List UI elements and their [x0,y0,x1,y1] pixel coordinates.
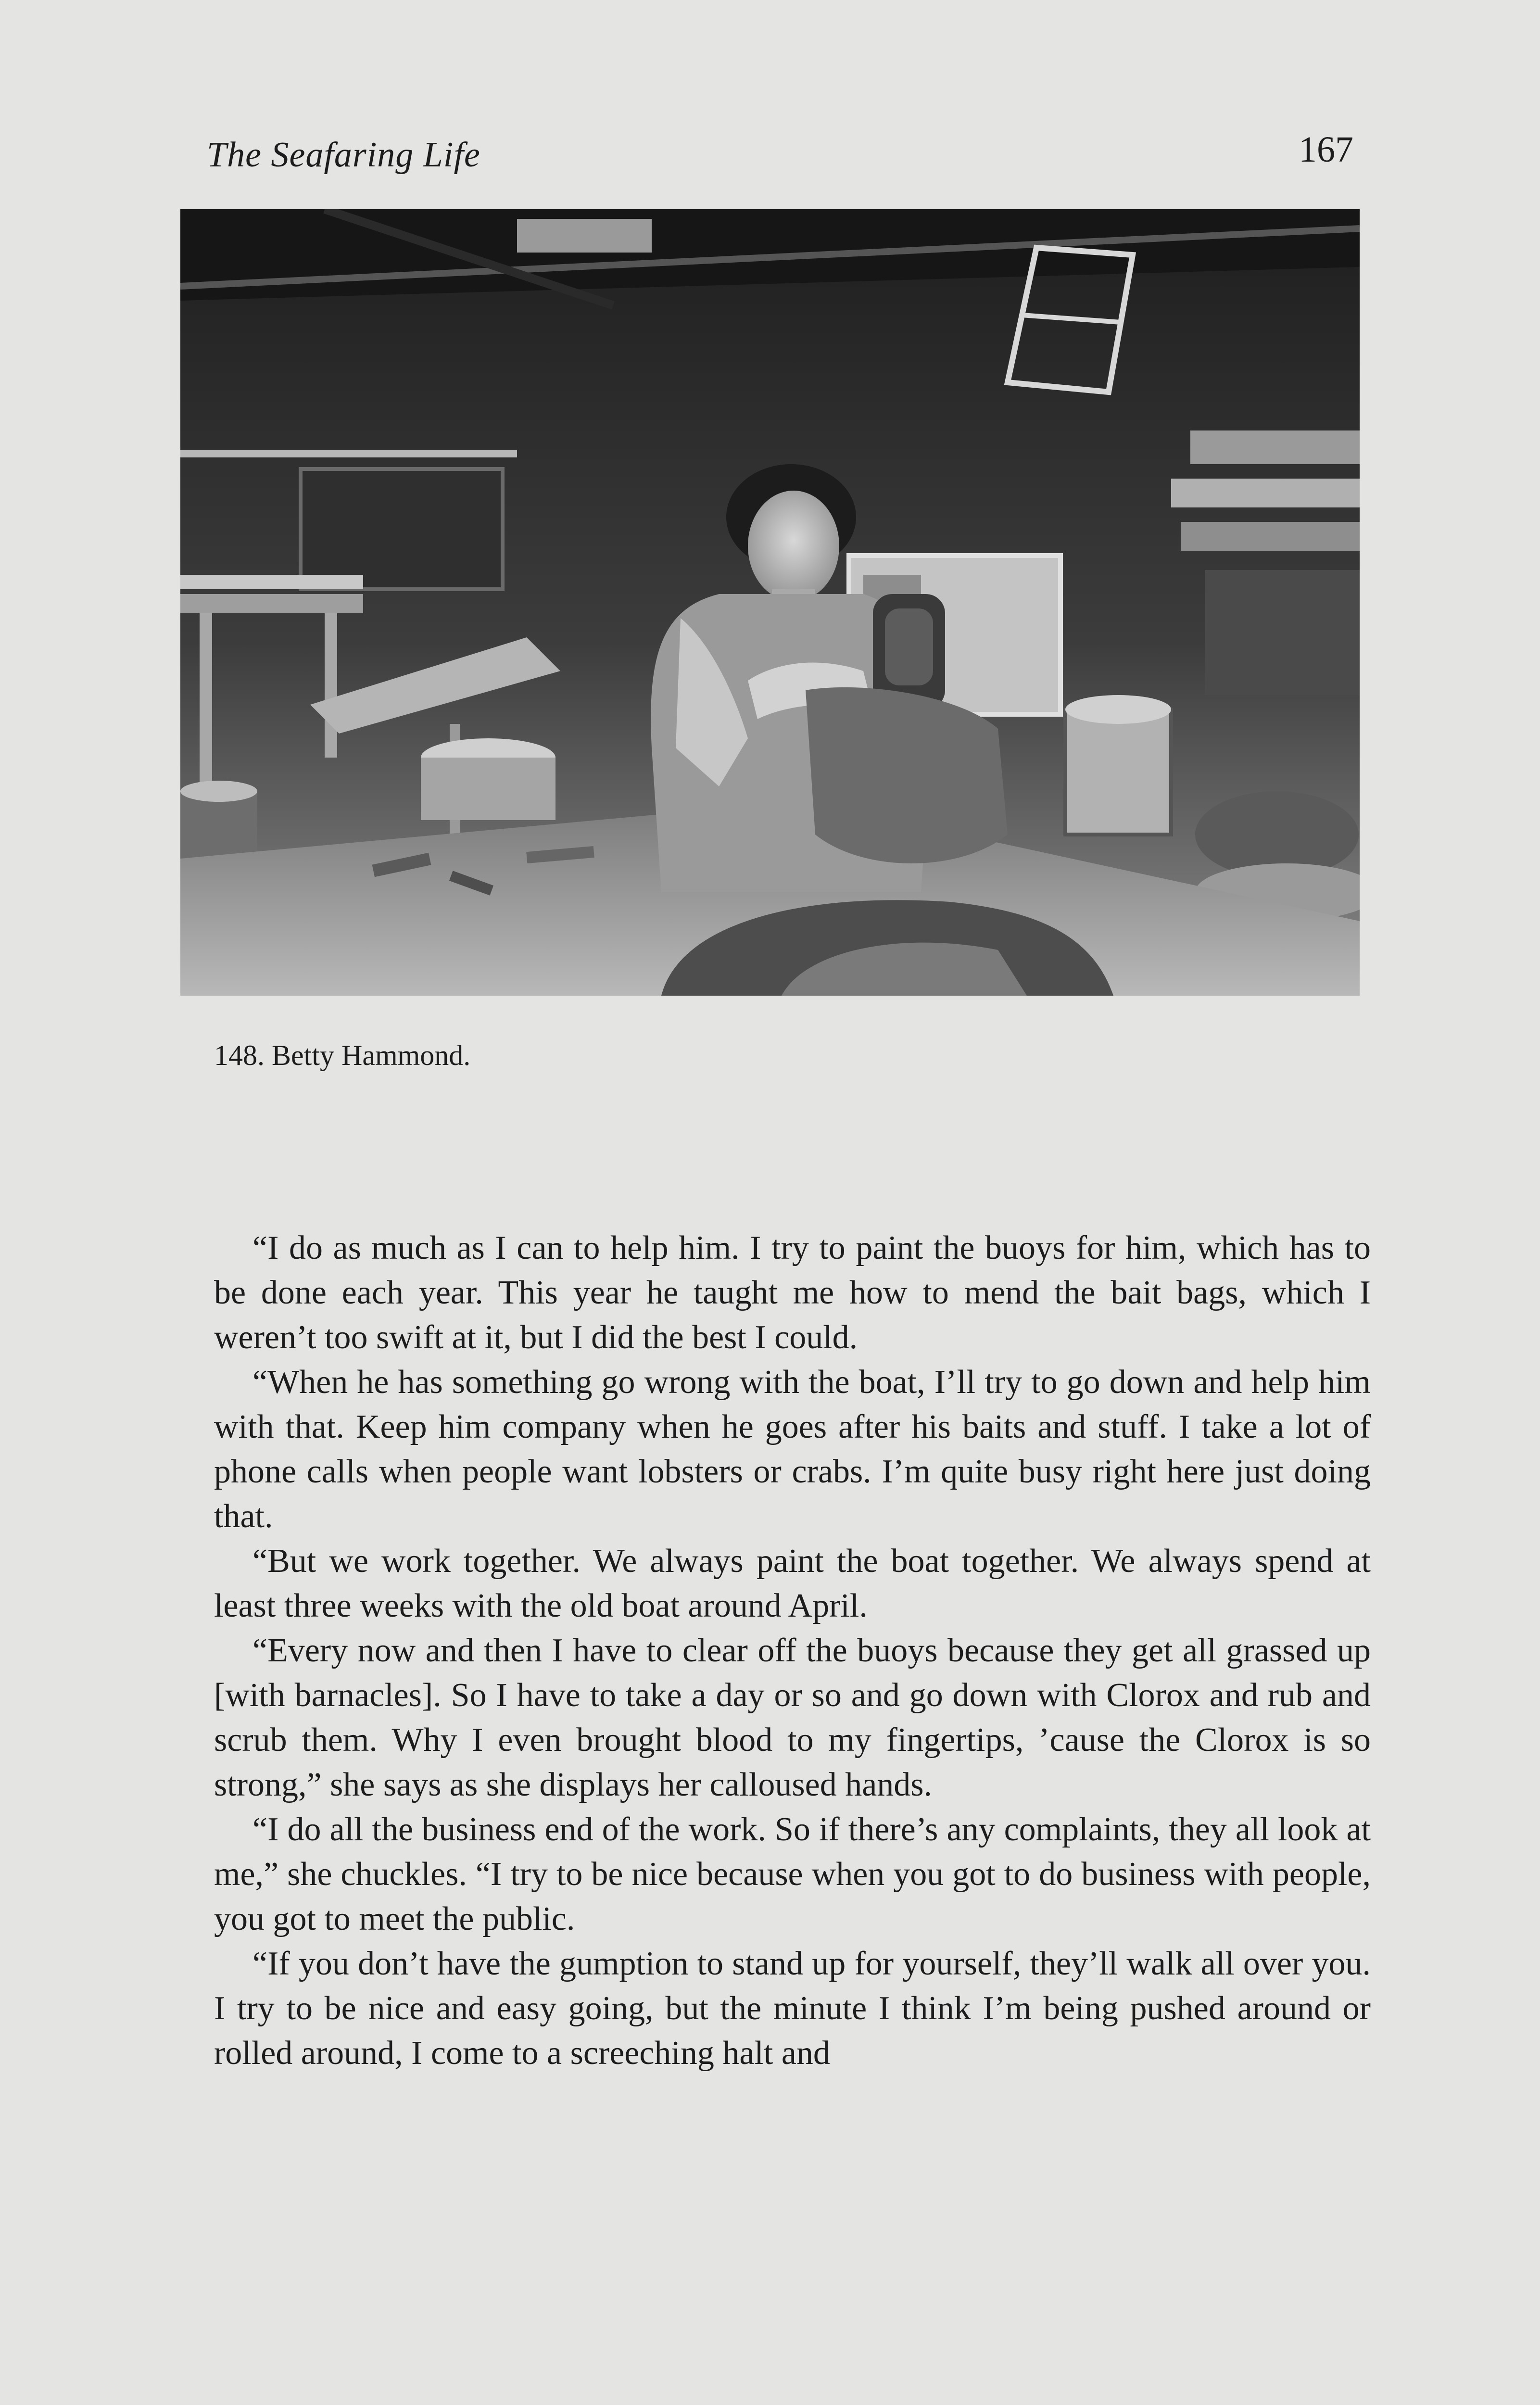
running-head-title: The Seafaring Life [207,135,480,175]
paragraph: “When he has something go wrong with the boat, I’ll try to go down and help him with that. Keep him company when he goes after his baits and stuff. I take a lot of phone calls when people want lobsters or crabs. I’m quite busy right here just doing that. [214,1364,1371,1535]
photo-betty-hammond [180,209,1360,996]
paragraph: “I do as much as I can to help him. I try to paint the buoys for him, which has to be done each year. This year he taught me how to mend the bait bags, which I weren’t too swift at it, but I did the best I could. [214,1229,1371,1356]
paragraph: “I do all the business end of the work. So if there’s any complaints, they all look at me,” she chuckles. “I try to be nice because when you got to do business with people, you got to meet the public. [214,1811,1371,1937]
page-number: 167 [1299,129,1353,170]
paragraph: “If you don’t have the gumption to stand up for yourself, they’ll walk all over you. I try to be nice and easy going, but the minute I think I’m being pushed around or rolled around, I come to a screeching halt and [214,1945,1371,2072]
paragraph: “Every now and then I have to clear off the buoys because they get all grassed up [with barnacles]. So I have to take a day or so and go down with Clorox and rub and scrub them. Why I even brought blood to my fingertips, ’cause the Clorox is so strong,” she says as she displays her calloused hands. [214,1632,1371,1803]
body-text [214,1226,1371,2076]
paragraph: “But we work together. We always paint the boat together. We always spend at least three weeks with the old boat around April. [214,1543,1371,1624]
figure-caption: 148. Betty Hammond. [214,1039,471,1071]
